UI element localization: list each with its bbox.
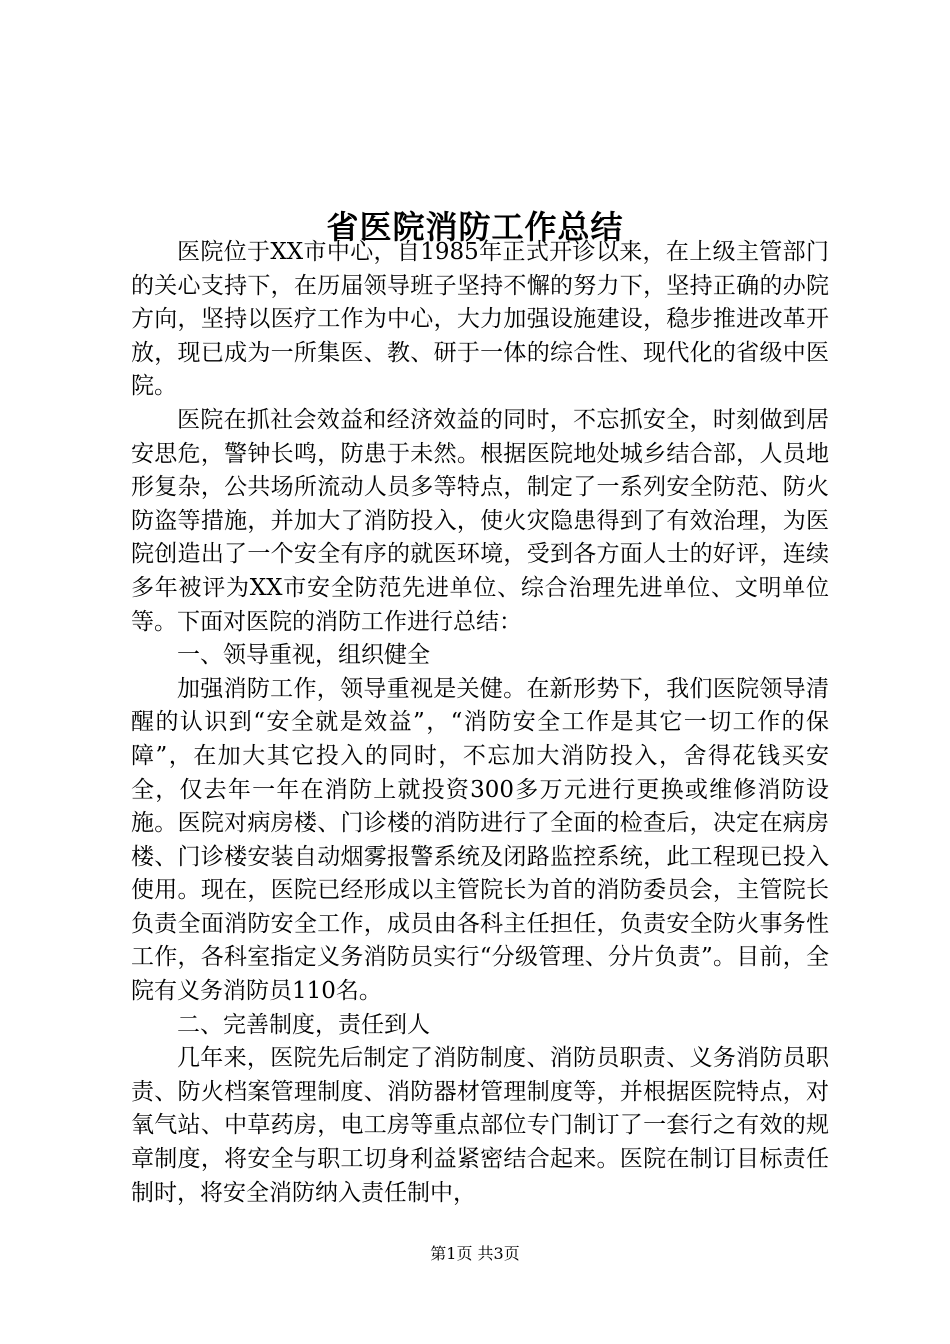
paragraph-safety-measures: 医院在抓社会效益和经济效益的同时，不忘抓安全，时刻做到居安思危，警钟长鸣，防患于未然。根据医院地处城乡结合部，人员地形复杂，公共场所流动人员多等特点，制定了一系列安全防范、防火防盗等措施，并加大了消防投入，使火灾隐患得到了有效治理，为医院创造出了一个安全有序的就医环境，受到各方面人士的好评，连续多年被评为XX市安全防范先进单位、综合治理先进单位、文明单位等。下面对医院的消防工作进行总结：	[131, 406, 829, 635]
document-title: 省医院消防工作总结	[326, 208, 624, 247]
section-heading-system: 二、完善制度，责任到人	[177, 1011, 430, 1038]
document-body	[131, 236, 829, 1210]
page-footer: 第1页 共3页	[430, 1244, 520, 1263]
paragraph-intro: 医院位于XX市中心，自1985年正式开诊以来，在上级主管部门的关心支持下，在历届领导班子坚持不懈的努力下，坚持正确的办院方向，坚持以医疗工作为中心，大力加强设施建设，稳步推进改革开放，现已成为一所集医、教、研于一体的综合性、现代化的省级中医院。	[131, 239, 829, 400]
section-heading-leadership: 一、领导重视，组织健全	[177, 642, 430, 669]
paragraph-leadership: 加强消防工作，领导重视是关健。在新形势下，我们医院领导清醒的认识到“安全就是效益”，“消防安全工作是其它一切工作的保障”，在加大其它投入的同时，不忘加大消防投入，舍得花钱买安全，仅去年一年在消防上就投资300多万元进行更换或维修消防设施。医院对病房楼、门诊楼的消防进行了全面的检查后，决定在病房楼、门诊楼安装自动烟雾报警系统及闭路监控系统，此工程现已投入使用。现在，医院已经形成以主管院长为首的消防委员会，主管院长负责全面消防安全工作，成员由各科主任担任，负责安全防火事务性工作，各科室指定义务消防员实行“分级管理、分片负责”。目前，全院有义务消防员110名。	[131, 675, 829, 1005]
paragraph-system: 几年来，医院先后制定了消防制度、消防员职责、义务消防员职责、防火档案管理制度、消防器材管理制度等，并根据医院特点，对氧气站、中草药房，电工房等重点部位专门制订了一套行之有效的规章制度，将安全与职工切身利益紧密结合起来。医院在制订目标责任制时，将安全消防纳入责任制中，	[131, 1045, 829, 1206]
